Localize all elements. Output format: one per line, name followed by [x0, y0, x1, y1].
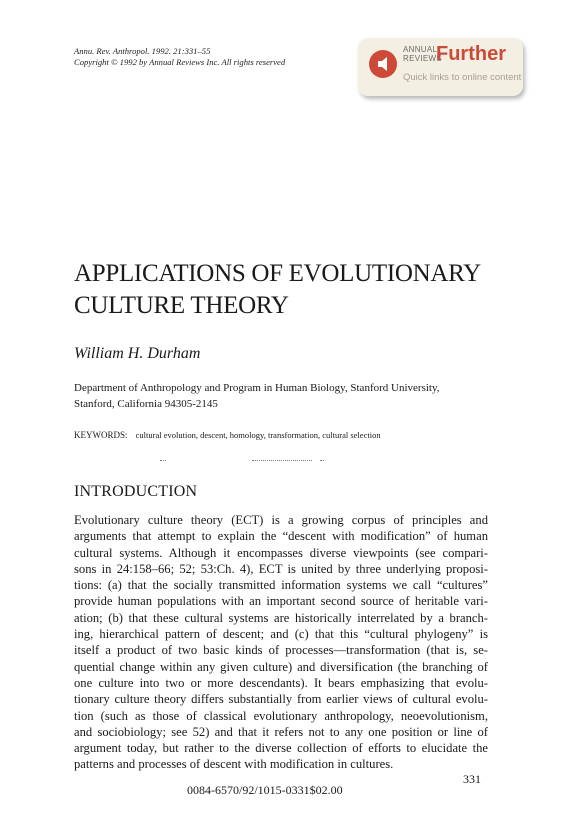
- affiliation-line-1: Department of Anthropology and Program in Human Biology, Stanford University,: [74, 382, 440, 394]
- keywords-label: KEYWORDS:: [74, 430, 128, 440]
- body-line: tion (such as those of classical evolutionary anthropology, neoevolutionism,: [74, 708, 488, 723]
- body-line: one culture into two or more descendants). It bears emphasizing that evolu-: [74, 675, 488, 690]
- body-line: Evolutionary culture theory (ECT) is a growing corpus of principles and: [74, 513, 488, 527]
- speaker-icon: [369, 50, 397, 78]
- section-heading: INTRODUCTION: [74, 483, 198, 500]
- brand-annual: ANNUAL: [403, 45, 438, 54]
- author-name: William H. Durham: [74, 345, 201, 362]
- divider-dot: [320, 460, 324, 462]
- keywords-list: cultural evolution, descent, homology, transformation, cultural selection: [135, 430, 381, 440]
- further-tagline: Quick links to online content: [403, 72, 522, 83]
- body-line: tionary culture theory differs substantially from earlier views of cultural evolu-: [74, 692, 488, 707]
- body-line: quential change within any given culture) and diversification (the branching of: [74, 659, 488, 674]
- journal-citation: Annu. Rev. Anthropol. 1992. 21:331–55: [74, 46, 211, 56]
- article-title: [74, 258, 514, 322]
- body-line: itself a product of two basic kinds of processes—transformation (that is, se-: [74, 643, 488, 658]
- body-line: ing, hierarchical pattern of descent; and (c) that this “cultural phylogeny” is: [74, 627, 488, 642]
- body-line: and sociobiology; see 52) and that it refers not to any one position or line of: [74, 724, 488, 739]
- price-code: 0084-6570/92/1015-0331$02.00: [187, 783, 343, 797]
- brand-reviews: REVIEWS: [403, 53, 442, 63]
- author-affiliation: [74, 381, 488, 412]
- body-line: tions: (a) that the socially transmitted information systems we call “cultures”: [74, 578, 488, 593]
- page-number: 331: [463, 772, 481, 786]
- annual-reviews-further-link[interactable]: [358, 38, 523, 96]
- body-line: provide human populations with an important second source of heritable vari-: [74, 594, 488, 609]
- title-line-1: APPLICATIONS OF EVOLUTIONARY: [74, 260, 481, 287]
- divider-dots: [252, 460, 312, 462]
- body-line: patterns and processes of descent with modification in cultures.: [74, 757, 394, 772]
- journal-reference: [74, 46, 285, 68]
- body-line: sons in 24:158–66; 52; 53:Ch. 4), ECT is united by three underlying proposi-: [74, 561, 488, 576]
- affiliation-line-2: Stanford, California 94305-2145: [74, 397, 218, 410]
- keywords: [74, 430, 381, 440]
- body-line: arguments that attempt to explain the “descent with modification” of human: [74, 529, 488, 544]
- copyright-notice: Copyright © 1992 by Annual Reviews Inc. All rights reserved: [74, 57, 286, 67]
- divider-dot: [160, 460, 166, 462]
- further-label: Further: [436, 43, 506, 65]
- body-paragraph: [74, 512, 488, 773]
- body-line: ation; (b) that these cultural systems are historically interrelated by a branch-: [74, 610, 488, 625]
- title-line-2: CULTURE THEORY: [74, 292, 289, 319]
- body-line: cultural systems. Although it encompasses diverse viewpoints (see compari-: [74, 545, 488, 560]
- body-line: argument today, but rather to the diverse collection of efforts to elucidate the: [74, 741, 488, 756]
